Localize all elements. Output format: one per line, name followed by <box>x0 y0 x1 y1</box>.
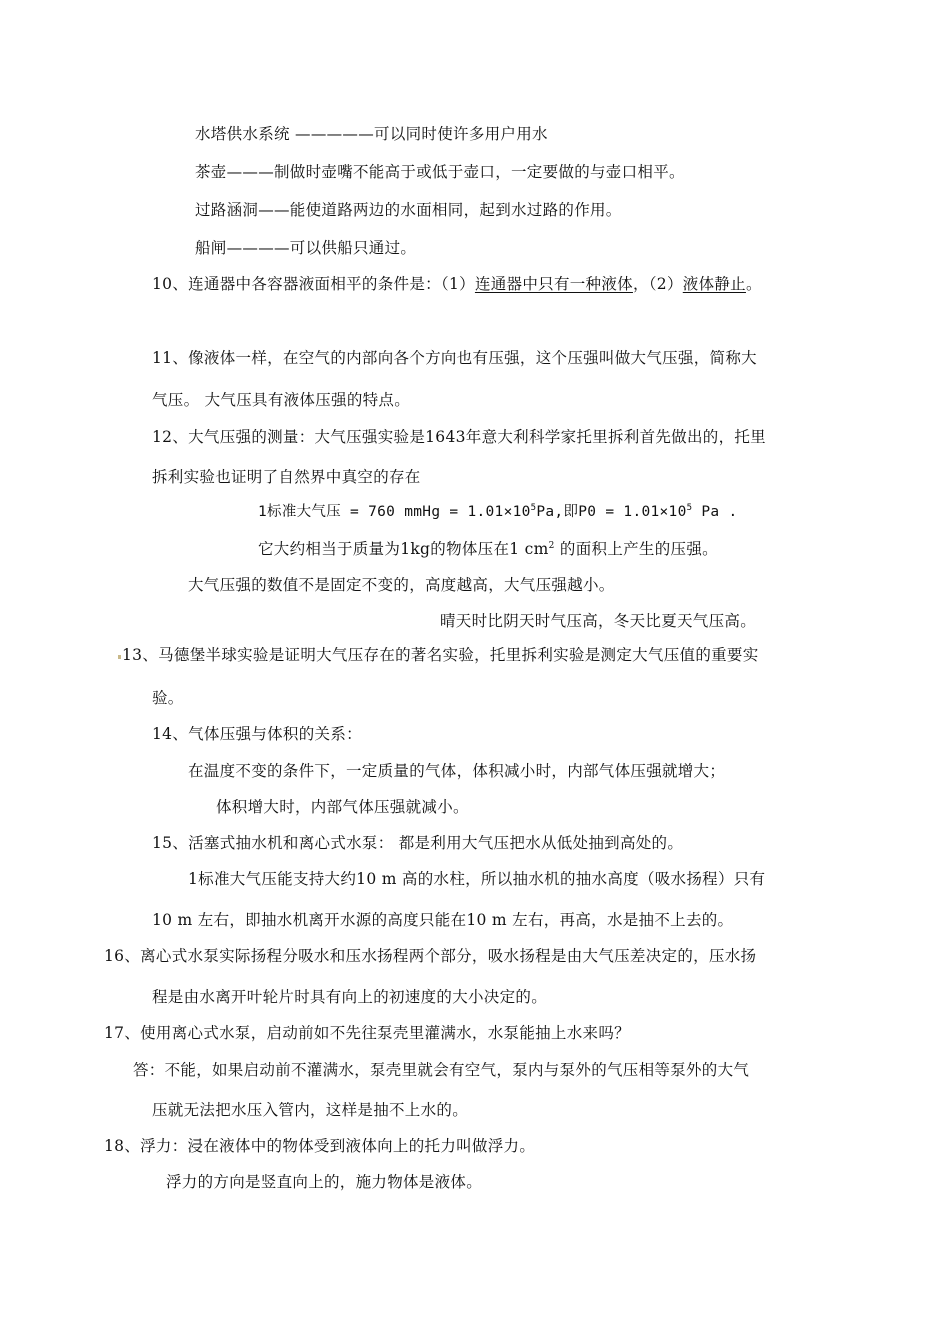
text-line-mass-equivalent <box>258 539 718 559</box>
speck-mark <box>118 655 121 659</box>
text-line-11: 11、像液体一样，在空气的内部向各个方向也有压强，这个压强叫做大气压强，简称大 <box>152 349 757 367</box>
text-line-15-cont: 10 m 左右，即抽水机离开水源的高度只能在10 m 左右，再高，水是抽不上去的。 <box>152 911 734 929</box>
text-line-altitude: 大气压强的数值不是固定不变的，高度越高，大气压强越小。 <box>188 576 615 594</box>
item-10-condition-2: 液体静止 <box>682 275 746 293</box>
item-10-mid: ，（2） <box>632 275 683 293</box>
text-line-15: 15、活塞式抽水机和离心式水泵： 都是利用大气压把水从低处抽到高处的。 <box>152 834 684 852</box>
standard-atm-exp-2: 5 <box>686 503 693 514</box>
text-line-standard-atm <box>258 502 738 522</box>
text-line-10 <box>152 274 762 294</box>
item-10-prefix: 10、连通器中各容器液面相平的条件是：（1） <box>152 275 475 293</box>
mass-equivalent-exp: 2 <box>548 540 555 551</box>
text-line-17: 17、使用离心式水泵，启动前如不先往泵壳里灌满水，水泵能抽上水来吗？ <box>104 1024 630 1042</box>
mass-equivalent-part-b: 的面积上产生的压强。 <box>554 540 718 558</box>
item-10-condition-1: 连通器中只有一种液体 <box>474 275 633 293</box>
text-line-teapot: 茶壶———制做时壶嘴不能高于或低于壶口，一定要做的与壶口相平。 <box>195 163 685 181</box>
text-line-14-decrease: 体积增大时，内部气体压强就减小。 <box>216 798 469 816</box>
text-line-11-cont: 气压。 大气压具有液体压强的特点。 <box>152 391 411 409</box>
text-line-18-direction: 浮力的方向是竖直向上的，施力物体是液体。 <box>166 1173 483 1191</box>
text-line-water-tower: 水塔供水系统 —————可以同时使许多用户用水 <box>195 125 548 143</box>
text-line-ship-lock: 船闸————可以供船只通过。 <box>195 239 417 257</box>
text-line-16-cont: 程是由水离开叶轮片时具有向上的初速度的大小决定的。 <box>152 988 548 1006</box>
standard-atm-exp-1: 5 <box>530 503 537 514</box>
text-line-14-increase: 在温度不变的条件下，一定质量的气体，体积减小时，内部气体压强就增大； <box>188 762 726 780</box>
item-10-suffix: 。 <box>745 275 762 293</box>
text-line-13: 13、马德堡半球实验是证明大气压存在的著名实验，托里拆利实验是测定大气压值的重要实 <box>122 646 759 664</box>
text-line-13-cont: 验。 <box>152 689 184 707</box>
standard-atm-part-b: Pa,即P0 = 1.01×10 <box>536 504 687 520</box>
text-line-16: 16、离心式水泵实际扬程分吸水和压水扬程两个部分，吸水扬程是由大气压差决定的，压水扬 <box>104 947 757 965</box>
standard-atm-part-c: Pa . <box>692 504 738 520</box>
standard-atm-part-a: 1标准大气压 = 760 mmHg = 1.01×10 <box>258 504 531 520</box>
text-line-18: 18、浮力：浸在液体中的物体受到液体向上的托力叫做浮力。 <box>104 1137 536 1155</box>
text-line-17-answer-cont: 压就无法把水压入管内，这样是抽不上水的。 <box>152 1101 469 1119</box>
text-line-14: 14、气体压强与体积的关系： <box>152 725 362 743</box>
mass-equivalent-part-a: 它大约相当于质量为1kg的物体压在1 cm <box>258 540 549 558</box>
text-line-weather: 晴天时比阴天时气压高，冬天比夏天气压高。 <box>440 612 757 630</box>
text-line-12: 12、大气压强的测量：大气压强实验是1643年意大利科学家托里拆利首先做出的，托里 <box>152 428 766 446</box>
text-line-15-water-column: 1标准大气压能支持大约10 m 高的水柱，所以抽水机的抽水高度（吸水扬程）只有 <box>188 870 766 888</box>
text-line-culvert: 过路涵洞——能使道路两边的水面相同，起到水过路的作用。 <box>195 201 622 219</box>
text-line-12-cont: 拆利实验也证明了自然界中真空的存在 <box>152 468 421 486</box>
text-line-17-answer: 答：不能，如果启动前不灌满水，泵壳里就会有空气，泵内与泵外的气压相等泵外的大气 <box>133 1061 750 1079</box>
